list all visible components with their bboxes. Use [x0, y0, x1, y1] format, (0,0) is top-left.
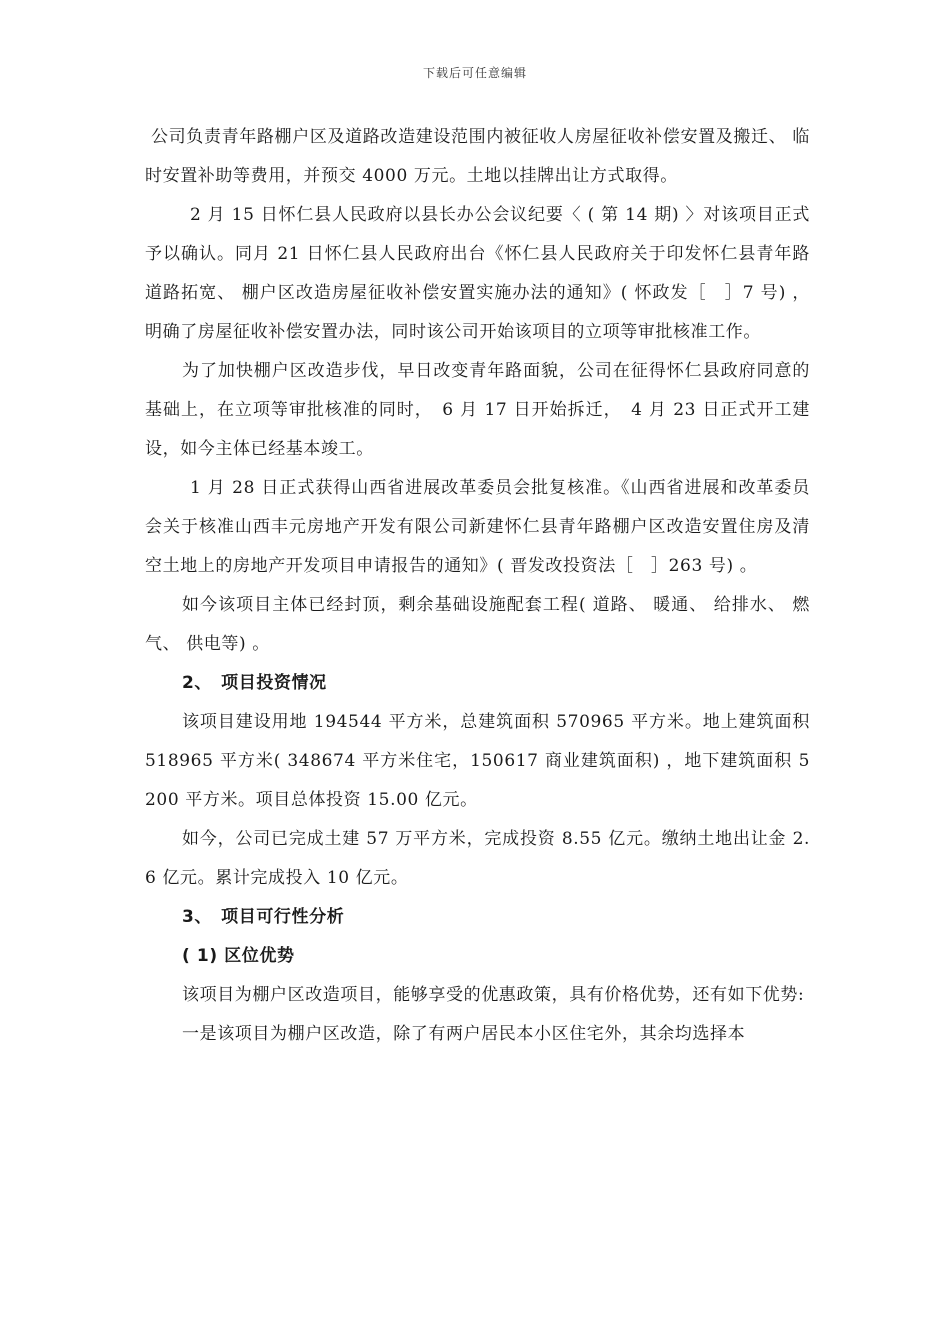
paragraph-construction-start: 为了加快棚户区改造步伐，早日改变青年路面貌，公司在征得怀仁县政府同意的基础上，在立项等审批核准的同时， 6 月 17 日开始拆迁， 4 月 23 日正式开工建设，如今主体已经基本竣工。 [145, 361, 810, 459]
paragraph-advantages: 该项目为棚户区改造项目，能够享受的优惠政策，具有价格优势，还有如下优势: [182, 985, 805, 1005]
paragraph-advantage-one: 一是该项目为棚户区改造，除了有两户居民本小区住宅外，其余均选择本 [182, 1024, 746, 1044]
paragraph-approval-meeting: 2 月 15 日怀仁县人民政府以县长办公会议纪要〈 ( 第 14 期) 〉对该项目正式予以确认。同月 21 日怀仁县人民政府出台《怀仁县人民政府关于印发怀仁县青年路道路拓宽、 棚户区改造房屋征收补偿安置实施办法的通知》( 怀政发［ ］7 号) ，明确了房屋征收补偿安置办法，同时该公司开始该项目的立项等审批核准工作。 [145, 205, 810, 342]
page-header-note: 下载后可任意编辑 [422, 66, 527, 80]
subsection-heading-location: ( 1) 区位优势 [182, 946, 295, 966]
paragraph-compensation: 公司负责青年路棚户区及道路改造建设范围内被征收人房屋征收补偿安置及搬迁、 临时安置补助等费用，并预交 4000 万元。土地以挂牌出让方式取得。 [145, 127, 810, 186]
paragraph-current-status: 如今该项目主体已经封顶，剩余基础设施配套工程( 道路、 暖通、 给排水、 燃气、 供电等) 。 [145, 595, 810, 654]
paragraph-land-area: 该项目建设用地 194544 平方米，总建筑面积 570965 平方米。地上建筑面积 518965 平方米( 348674 平方米住宅，150617 商业建筑面积) ，地下建筑面积 5200 平方米。项目总体投资 15.00 亿元。 [145, 712, 817, 810]
section-heading-investment: 2、 项目投资情况 [182, 673, 327, 693]
paragraph-progress: 如今，公司已完成土建 57 万平方米，完成投资 8.55 亿元。缴纳土地出让金 2.6 亿元。累计完成投入 10 亿元。 [145, 829, 810, 888]
paragraph-provincial-approval: 1 月 28 日正式获得山西省进展改革委员会批复核准。《山西省进展和改革委员会关于核准山西丰元房地产开发有限公司新建怀仁县青年路棚户区改造安置住房及清空土地上的房地产开发项目申请报告的通知》( 晋发改投资法［ ］263 号) 。 [145, 478, 810, 576]
document-body [145, 118, 817, 1054]
section-heading-feasibility: 3、 项目可行性分析 [182, 907, 345, 927]
